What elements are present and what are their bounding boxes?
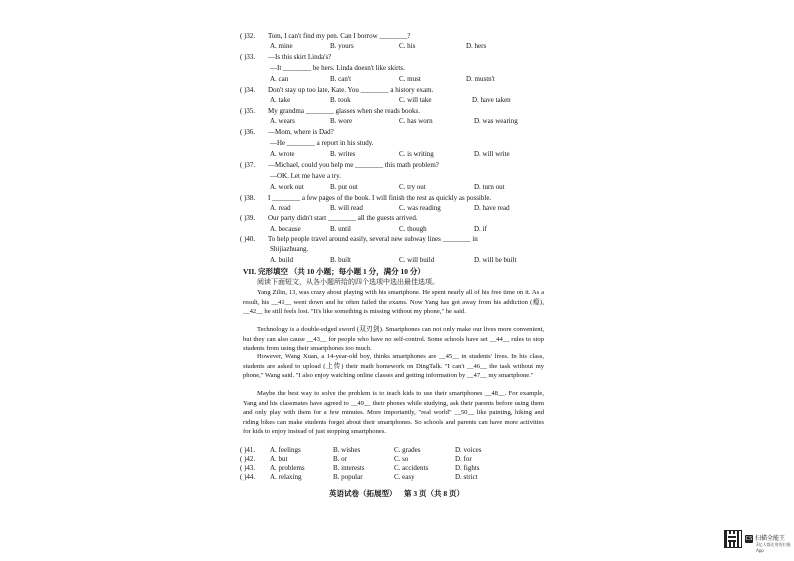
scanner-subtitle: 3亿人都在用的扫描App: [756, 542, 791, 553]
passage-paragraph-1: Yang Zilin, 13, was crazy about playing with his smartphone. He spent nearly all of his free time on it. As a result, his __41__ went down and he often failed the exams. Now Yang has got away from his addiction (瘾), __42__ he still feels lost. "It's like something is missing without my phone," he said.: [243, 289, 544, 316]
question-35-stem: My grandma ________ glasses when she reads books.: [268, 107, 421, 115]
cloze-41-option-d: D. voices: [455, 446, 482, 454]
question-32-stem: Tom, I can't find my pen. Can I borrow ________?: [268, 32, 411, 40]
question-35-number: ( )35.: [240, 107, 256, 115]
question-37-stem-2: —OK. Let me have a try.: [270, 172, 341, 180]
page-footer: 英语试卷（拓展型） 第 3 页（共 8 页）: [329, 489, 464, 498]
cloze-41-option-a: A. feelings: [270, 446, 301, 454]
question-32-option-a: A. mine: [270, 42, 293, 50]
question-40-option-a: A. build: [270, 256, 293, 264]
question-40-number: ( )40.: [240, 235, 256, 243]
question-34-number: ( )34.: [240, 86, 256, 94]
question-38-option-a: A. read: [270, 204, 291, 212]
question-34-option-d: D. have taken: [472, 96, 511, 104]
question-39-option-c: C. though: [399, 225, 427, 233]
cloze-43-option-b: B. interests: [333, 464, 365, 472]
cloze-41-option-c: C. grades: [394, 446, 421, 454]
cloze-42-option-a: A. but: [270, 455, 288, 463]
question-34-option-a: A. take: [270, 96, 291, 104]
question-39-option-a: A. because: [270, 225, 301, 233]
question-39-number: ( )39.: [240, 214, 256, 222]
question-36-stem: —Mom, where is Dad?: [268, 128, 334, 136]
question-38-option-c: C. was reading: [399, 204, 441, 212]
question-40-option-b: B. built: [330, 256, 352, 264]
passage-paragraph-2: Technology is a double-edged sword (双刃剑). Smartphones can not only make our lives more convenient, but they can also cause __43__ for people who have no self-control. Some schools have set __44__ rules to stop students from using their smartphones too much.: [243, 326, 544, 353]
scanner-brand: 扫描全能王: [755, 535, 786, 542]
question-33-option-d: D. mustn't: [466, 75, 495, 83]
cloze-43-option-c: C. accidents: [394, 464, 429, 472]
question-33-option-b: B. can't: [330, 75, 352, 83]
cloze-44-option-b: B. popular: [333, 473, 363, 481]
cloze-42-option-b: B. or: [333, 455, 347, 463]
question-32-option-c: C. his: [399, 42, 416, 50]
question-36-option-d: D. will write: [474, 150, 510, 158]
question-35-option-b: B. wore: [330, 117, 353, 125]
question-37-option-b: B. put out: [330, 183, 358, 191]
question-36-stem-2: —He ________ a report in his study.: [270, 139, 374, 147]
cloze-42-option-c: C. so: [394, 455, 409, 463]
question-40-option-d: D. will be built: [474, 256, 517, 264]
question-40-option-c: C. will build: [399, 256, 435, 264]
cloze-42-option-d: D. for: [455, 455, 472, 463]
scanner-logo-icon: CS: [745, 536, 753, 542]
question-36-number: ( )36.: [240, 128, 256, 136]
question-37-option-a: A. work out: [270, 183, 304, 191]
question-35-option-d: D. was wearing: [474, 117, 518, 125]
question-33-stem: —Is this skirt Linda's?: [268, 53, 332, 61]
question-36-option-b: B. writes: [330, 150, 356, 158]
question-32-option-b: B. yours: [330, 42, 354, 50]
question-33-number: ( )33.: [240, 53, 256, 61]
question-37-stem: —Michael, could you help me ________ this math problem?: [268, 161, 439, 169]
cloze-42-number: ( )42.: [240, 455, 256, 463]
section-title: VII. 完形填空 （共 10 小题；每小题 1 分，满分 10 分）: [243, 267, 425, 276]
question-39-option-b: B. until: [330, 225, 352, 233]
question-36-option-a: A. wrote: [270, 150, 295, 158]
question-38-number: ( )38.: [240, 194, 256, 202]
question-39-stem: Our party didn't start ________ all the guests arrived.: [268, 214, 418, 222]
cloze-43-number: ( )43.: [240, 464, 256, 472]
question-36-option-c: C. is writing: [399, 150, 434, 158]
passage-paragraph-3: However, Wang Xuan, a 14-year-old boy, thinks smartphones are __45__ in students' lives. In his class, students are asked to upload (上传) their math homework on DingTalk. "I can't __46__ the task without my phone," Wang said. "I also enjoy watching online classes and getting information by __47__ my smartphone.": [243, 353, 544, 380]
question-40-stem-2: Shijiazhuang.: [270, 245, 309, 253]
question-33-stem-2: —It ________ be hers. Linda doesn't like skirts.: [270, 64, 405, 72]
cloze-44-option-d: D. strict: [455, 473, 478, 481]
passage-paragraph-4: Maybe the best way to solve the problem is to teach kids to use their smartphones __48__. For example, Yang and his classmates have agreed to __49__ their phones while studying, ask their parents before using them and only play with them for a few minutes. More importantly, "real world" __50__ like painting, hiking and riding bikes can make students forget about their smartphones. So schools and parents can have more activities for kids to enjoy instead of just stopping smartphones.: [243, 390, 544, 436]
question-34-option-b: B. took: [330, 96, 351, 104]
question-38-option-b: B. will read: [330, 204, 363, 212]
question-33-option-a: A. can: [270, 75, 289, 83]
question-37-option-d: D. turn out: [474, 183, 505, 191]
section-instruction: 阅读下面短文，从各小题所给的四个选项中选出最佳选项。: [257, 278, 439, 286]
cloze-44-option-a: A. relaxing: [270, 473, 302, 481]
question-34-option-c: C. will take: [399, 96, 432, 104]
cloze-44-number: ( )44.: [240, 473, 256, 481]
qr-code-icon: [724, 530, 742, 548]
question-37-option-c: C. try out: [399, 183, 426, 191]
question-38-option-d: D. have read: [474, 204, 510, 212]
question-35-option-a: A. wears: [270, 117, 295, 125]
question-32-option-d: D. hers: [466, 42, 487, 50]
question-37-number: ( )37.: [240, 161, 256, 169]
question-35-option-c: C. has worn: [399, 117, 433, 125]
question-32-number: ( )32.: [240, 32, 256, 40]
cloze-41-number: ( )41.: [240, 446, 256, 454]
question-34-stem: Don't stay up too late, Kate. You ________ a history exam.: [268, 86, 434, 94]
cloze-43-option-d: D. fights: [455, 464, 480, 472]
cloze-43-option-a: A. problems: [270, 464, 305, 472]
question-39-option-d: D. if: [474, 225, 487, 233]
question-38-stem: I ________ a few pages of the book. I will finish the rest as quickly as possible.: [268, 194, 492, 202]
cloze-44-option-c: C. easy: [394, 473, 415, 481]
cloze-41-option-b: B. wishes: [333, 446, 361, 454]
question-33-option-c: C. must: [399, 75, 421, 83]
question-40-stem: To help people travel around easily, several new subway lines ________ in: [268, 235, 478, 243]
